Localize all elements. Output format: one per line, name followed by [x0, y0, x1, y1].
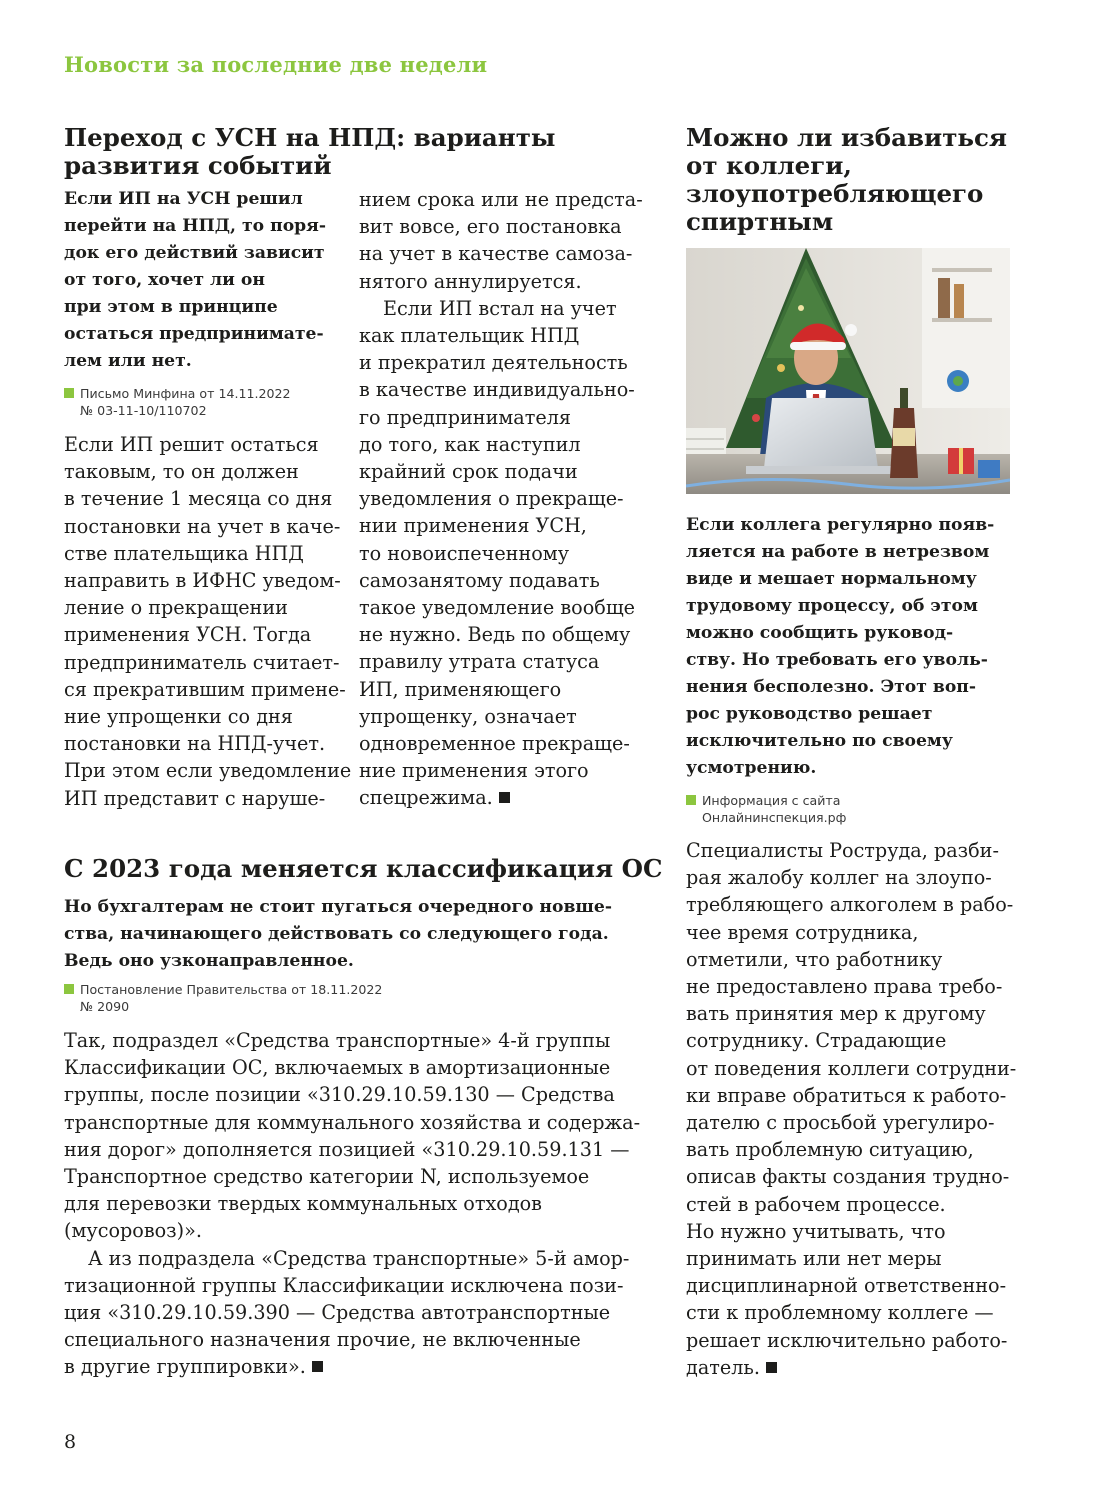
article3-body — [686, 837, 1016, 1381]
body-line: сти к проблемному коллеге — — [686, 1301, 994, 1325]
body-line: стей в рабочем процессе. — [686, 1192, 946, 1216]
body-line: транспортные для коммунального хозяйства и содержа- — [64, 1110, 641, 1134]
body-line: таковым, то он должен — [64, 460, 299, 484]
source-line: № 03-11-10/110702 — [80, 403, 207, 418]
body-line: то новоиспеченному — [359, 541, 570, 565]
article3-source — [686, 792, 1016, 826]
lede-line: док его действий зависит — [64, 243, 325, 263]
lede-line: лем или нет. — [64, 351, 192, 371]
source-marker-icon — [64, 388, 74, 398]
lede-line: ства, начинающего действовать со следующего года. — [64, 924, 609, 944]
body-line: описав факты создания трудно- — [686, 1165, 1010, 1189]
article3-title-line: Можно ли избавиться — [686, 123, 1008, 152]
body-line: не предоставлено права требо- — [686, 975, 1003, 999]
end-of-article-icon — [499, 792, 510, 803]
article3-title-line: спиртным — [686, 207, 834, 236]
body-line: Если ИП решит остаться — [64, 433, 319, 456]
body-line: Транспортное средство категории N, используемое — [64, 1165, 590, 1189]
lede-line: можно сообщить руковод- — [686, 623, 954, 643]
body-line: от поведения коллеги сотрудни- — [686, 1056, 1017, 1080]
lede-line: виде и мешает нормальному — [686, 569, 977, 589]
body-line: чее время сотрудника, — [686, 920, 919, 944]
article3-photo — [686, 248, 1010, 494]
lede-line: исключительно по своему — [686, 731, 953, 751]
body-line: ление о прекращении — [64, 596, 288, 620]
body-line: нии применения УСН, — [359, 514, 587, 538]
lede-line: Если ИП на УСН решил — [64, 189, 303, 209]
body-line: Классификации ОС, включаемых в амортизационные — [64, 1056, 611, 1080]
body-line: самозанятому подавать — [359, 568, 600, 592]
body-line: правилу утрата статуса — [359, 650, 600, 674]
body-line: ция «310.29.10.59.390 — Средства автотранспортные — [64, 1301, 611, 1325]
lede-line: остаться предпринимате- — [64, 324, 324, 344]
body-line: Но нужно учитывать, что — [686, 1219, 946, 1243]
body-line: уведомления о прекраще- — [359, 487, 624, 511]
body-line: ки вправе обратиться к работо- — [686, 1083, 1007, 1107]
body-line: отметили, что работнику — [686, 947, 943, 971]
body-line: сотруднику. Страдающие — [686, 1029, 947, 1053]
body-line — [64, 1353, 664, 1380]
lede-line: при этом в принципе — [64, 297, 278, 317]
body-line-text: спецрежима. — [359, 786, 493, 810]
source-line: № 2090 — [80, 999, 130, 1014]
article1-col1 — [64, 431, 352, 812]
body-line: ние применения этого — [359, 759, 589, 783]
lede-line: Ведь оно узконаправленное. — [64, 951, 354, 971]
body-line-text: датель. — [686, 1355, 760, 1379]
body-line: в качестве индивидуально- — [359, 378, 635, 402]
body-line: нием срока или не предста- — [359, 188, 643, 211]
lede-line: нения бесполезно. Этот воп- — [686, 677, 977, 697]
body-line: При этом если уведомление — [64, 759, 352, 783]
body-line: такое уведомление вообще — [359, 596, 636, 620]
body-line: дисциплинарной ответственно- — [686, 1274, 1007, 1298]
body-line: вать принятия мер к другому — [686, 1002, 986, 1026]
lede-line: Если коллега регулярно появ- — [686, 515, 995, 535]
lede-line: ству. Но требовать его уволь- — [686, 650, 988, 670]
source-line: Постановление Правительства от 18.11.2022 — [80, 982, 383, 997]
body-line: ся прекратившим примене- — [64, 677, 346, 701]
body-line: постановки на учет в каче- — [64, 514, 341, 538]
lede-line: трудовому процессу, об этом — [686, 596, 978, 616]
body-line: рая жалобу коллег на злоупо- — [686, 866, 992, 890]
lede-line: ляется на работе в нетрезвом — [686, 542, 990, 562]
body-line: предприниматель считает- — [64, 650, 340, 674]
body-line — [359, 784, 649, 811]
lede-line: перейти на НПД, то поря- — [64, 216, 327, 236]
body-line: и прекратил деятельность — [359, 351, 628, 375]
page-number: 8 — [64, 1431, 77, 1453]
body-line: ния дорог» дополняется позицией «310.29.10.59.131 — — [64, 1137, 630, 1161]
source-marker-icon — [64, 984, 74, 994]
body-line: крайний срок подачи — [359, 460, 578, 484]
body-line: ние упрощенки со дня — [64, 705, 293, 729]
body-line: направить в ИФНС уведом- — [64, 569, 341, 593]
article2-body — [64, 1027, 664, 1381]
body-line: вит вовсе, его постановка — [359, 215, 622, 239]
body-line: го предпринимателя — [359, 405, 572, 429]
lede-line: усмотрению. — [686, 758, 817, 778]
section-label: Новости за последние две недели — [64, 52, 488, 77]
body-line: одновременное прекраще- — [359, 732, 630, 756]
article1-source — [64, 385, 344, 419]
body-line: нятого аннулируется. — [359, 269, 582, 293]
body-line: для перевозки твердых коммунальных отходов — [64, 1192, 542, 1216]
body-line: решает исключительно работо- — [686, 1328, 1008, 1352]
body-line: специального назначения прочие, не включенные — [64, 1328, 581, 1352]
body-line: требляющего алкоголем в рабо- — [686, 893, 1014, 917]
body-line: в течение 1 месяца со дня — [64, 487, 333, 511]
source-line: Онлайнинспекция.рф — [702, 810, 847, 825]
source-marker-icon — [686, 795, 696, 805]
body-line: ИП, применяющего — [359, 677, 562, 701]
body-line: постановки на НПД-учет. — [64, 732, 326, 756]
source-line: Информация с сайта — [702, 793, 841, 808]
body-line: тизационной группы Классификации исключена пози- — [64, 1273, 624, 1297]
body-line: Специалисты Роструда, разби- — [686, 839, 999, 862]
body-line: Так, подраздел «Средства транспортные» 4-й группы — [64, 1029, 611, 1052]
body-line — [686, 1354, 1016, 1381]
lede-line: от того, хочет ли он — [64, 270, 265, 290]
article3-title — [686, 124, 1016, 236]
lede-line: рос руководство решает — [686, 704, 933, 724]
body-line: не нужно. Ведь по общему — [359, 623, 631, 647]
office-christmas-photo — [686, 248, 1010, 494]
body-line: ИП представит с наруше- — [64, 786, 326, 810]
article2-title — [64, 855, 664, 883]
source-line: Письмо Минфина от 14.11.2022 — [80, 386, 291, 401]
end-of-article-icon — [766, 1362, 777, 1373]
body-line: группы, после позиции «310.29.10.59.130 — Средства — [64, 1083, 615, 1107]
body-line-text: в другие группировки». — [64, 1355, 306, 1379]
body-line: А из подраздела «Средства транспортные» 5-й амор- — [88, 1246, 630, 1270]
article1-title-line: развития событий — [64, 151, 332, 180]
article1-col2 — [359, 186, 649, 812]
body-line: стве плательщика НПД — [64, 541, 304, 565]
article3-title-line: от коллеги, — [686, 151, 852, 180]
article2-source — [64, 981, 464, 1015]
body-line: как плательщик НПД — [359, 324, 580, 348]
body-line: принимать или нет меры — [686, 1247, 942, 1271]
body-line: применения УСН. Тогда — [64, 623, 312, 647]
article2-title-text: С 2023 года меняется классификация ОС — [64, 854, 663, 883]
article1-title — [64, 124, 624, 180]
body-line: на учет в качестве самоза- — [359, 242, 633, 266]
lede-line: Но бухгалтерам не стоит пугаться очередного новше- — [64, 897, 612, 917]
article1-title-line: Переход с УСН на НПД: варианты — [64, 123, 556, 152]
article2-lede — [64, 894, 664, 975]
article3-lede — [686, 512, 1016, 782]
body-line: вать проблемную ситуацию, — [686, 1138, 974, 1162]
end-of-article-icon — [312, 1361, 323, 1372]
article1-lede — [64, 186, 344, 375]
article3-title-line: злоупотребляющего — [686, 179, 984, 208]
body-line: до того, как наступил — [359, 432, 581, 456]
body-line: Если ИП встал на учет — [383, 296, 617, 320]
body-line: (мусоровоз)». — [64, 1219, 202, 1243]
body-line: упрощенку, означает — [359, 704, 577, 728]
body-line: дателю с просьбой урегулиро- — [686, 1111, 995, 1135]
